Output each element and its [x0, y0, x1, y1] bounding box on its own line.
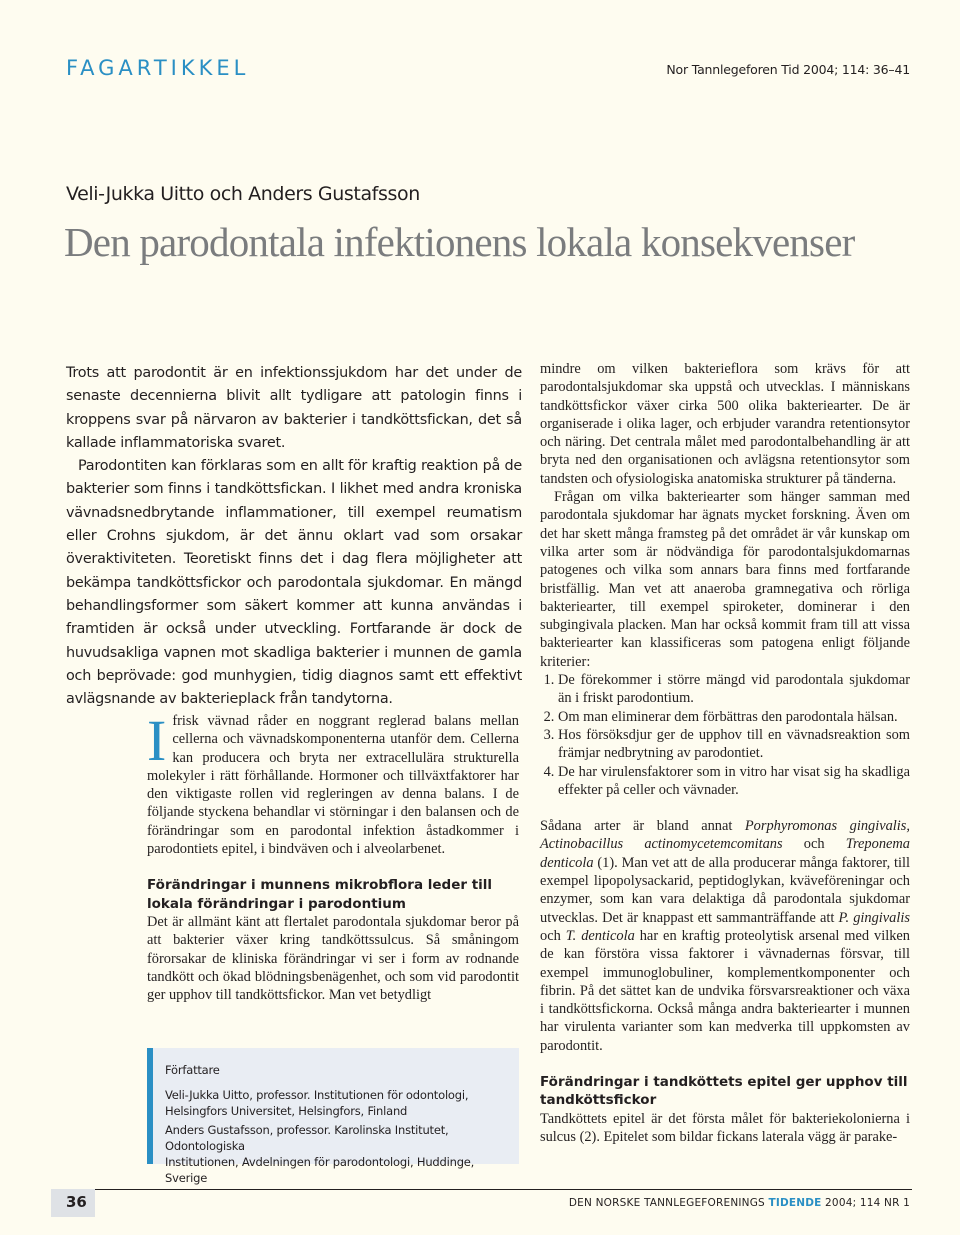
article-title: Den parodontala infektionens lokala konsekvenser	[64, 219, 855, 265]
species-name: T. denticola	[565, 927, 635, 944]
species-name: P. gingivalis	[838, 909, 910, 926]
author-box-heading: Författare	[165, 1063, 220, 1077]
criteria-item: 4. De har virulensfaktorer som in vitro har visat sig ha skadliga effekter på celler och vävnader.	[558, 763, 910, 800]
author-box-accent-bar	[147, 1048, 153, 1164]
footer-journal-prefix: DEN NORSKE TANNLEGEFORENINGS	[568, 1197, 769, 1209]
criteria-list	[540, 671, 910, 799]
species-name: Porphyromonas gingivalis, Actinobacillus actinomycetemcomitans	[540, 818, 910, 853]
author-affiliation-line: Anders Gustafsson, professor. Karolinska Institutet, Odontologiska	[165, 1123, 449, 1153]
author-affiliation-line: Helsingfors Universitet, Helsingfors, Finland	[165, 1104, 408, 1118]
body-paragraph: Det är allmänt känt att flertalet parodontala sjukdomar beror på att bakterier växer kring tandköttssulcus. Så småningom förorsakar de kliniska förändringar vi ser i form av rodnande tandkött och ökad blödningsbenägenhet, och som vid parodontit ger upphov till tandköttsfickor. Man vet betydligt	[147, 913, 519, 1004]
intro-paragraph: frisk vävnad råder en noggrant reglerad balans mellan cellerna och vävnadskomponenterna utanför dem. Cellerna kan producera och bryta ner extracellulära strukturella molekyler i rätt förhållande. Hormoner och tillväxtfaktorer har den viktigaste rollen vid regleringen av denna balans. I de följande styckena behandlar vi störningar i den balansen och de förändringar som en parodontal infektion åstadkommer i parodontiets epitel, i bindväven och i alveolarbenet.	[147, 713, 519, 858]
text-run: har en kraftig proteolytisk arsenal med vilken de kan förstöra vissa faktorer i vävnadernas försvar, till exempel immunoglobuliner, komplementkomponenter och fibrin. På det sättet kan de undvika försvarsreaktioner och växa i tandköttsfickorna. Också många andra bakteriearter i munnen har virulenta varianter som kan medverka till uppkomsten av parodontit.	[540, 927, 910, 1054]
species-name: Treponema denticola	[540, 836, 910, 871]
footer-journal-brand: TIDENDE	[768, 1197, 822, 1209]
footer-journal-suffix: 2004; 114 NR 1	[821, 1197, 910, 1209]
right-body-column	[540, 360, 910, 1146]
body-paragraph-species	[540, 817, 910, 1055]
body-paragraph: Tandköttets epitel är det första målet för bakteriekolonierna i sulcus (2). Epitelet som bildar fickans laterala vägg är parake-	[540, 1110, 910, 1145]
body-paragraph: Frågan om vilka bakteriearter som hänger samman med parodontala sjukdomar har ägnats mycket forskning. Även om det har skett många framsteg på det området är vår kunskap om vilka arter som är nödvändiga för parodontalsjukdomarnas patogenes och vilka som annars bara finns med fortfarande bristfällig. Man vet att anaerobа gramnegativa och rörliga bakteriearter, till exempel spiroketer, dominerar i den subgingivala placken. Man har också kommit fram till att vissa bakteriearter kan klassificeras som patogena enligt följande kriterier:	[540, 489, 910, 670]
left-body-column	[147, 708, 519, 1004]
lead-section	[66, 362, 522, 711]
author-info-box	[147, 1048, 519, 1185]
body-paragraph: mindre om vilken bakterieflora som krävs för att parodontalsjukdomar ska uppstå och utvecklas. I människans tandköttsfickor växer cirka 500 olika bakteriearter. De är organiserade i olika lager, och erbjuder varandra retentionsytor och näring. Det centrala målet med parodontalbehandling är att bryta ned den organisationen och avlägsna retentionsytor som tandsten och ofysiologiska anatomiska strukturer på tänderna.	[540, 361, 910, 487]
subheading-microflora: Förändringar i munnens mikrobflora leder till lokala förändringar i parodontium	[147, 877, 493, 912]
text-run: och	[782, 836, 846, 853]
criteria-item: 1. De förekommer i större mängd vid parodontala sjukdomar än i friskt parodontium.	[558, 671, 910, 708]
section-label: FAGARTIKKEL	[66, 56, 250, 80]
criteria-item: 2. Om man eliminerar dem förbättras den parodontala hälsan.	[558, 708, 910, 726]
text-run: (1). Man vet att de alla producerar många faktorer, till exempel lipopolysackarid, peptidoglykan, kväveföreningar och enzymer, som kan vara delaktiga då parodontala sjukdomar utvecklas. Det är knappast ett sammanträffande att	[540, 854, 910, 926]
lead-paragraph-1: Trots att parodontit är en infektionssjukdom har det under de senaste decennierna blivit allt tydligare att patologin finns i kroppens svar på närvaron av bakterier i tandköttsfickan, det så kallade inflammatoriska svaret.	[66, 365, 522, 451]
drop-cap: I	[147, 708, 167, 773]
footer-journal-name	[569, 1197, 910, 1209]
journal-reference: Nor Tannlegeforen Tid 2004; 114: 36–41	[666, 62, 910, 77]
footer-rule	[51, 1189, 912, 1190]
criteria-item: 3. Hos försöksdjur ger de upphov till en vävnadsreaktion som främjar nedbrytning av parodontiet.	[558, 726, 910, 763]
author-affiliation-line: Veli-Jukka Uitto, professor. Institutionen för odontologi,	[165, 1088, 469, 1102]
text-run: och	[540, 927, 566, 944]
author-affiliation-line: Institutionen, Avdelningen för parodontologi, Huddinge, Sverige	[165, 1155, 475, 1185]
page-number: 36	[66, 1193, 87, 1211]
article-authors: Veli-Jukka Uitto och Anders Gustafsson	[66, 183, 420, 205]
subheading-epithelium: Förändringar i tandköttets epitel ger upphov till tandköttsfickor	[540, 1073, 908, 1109]
text-run: Sådana arter är bland annat	[540, 818, 745, 835]
lead-paragraph-2: Parodontiten kan förklaras som en allt för kraftig reaktion på de bakterier som finns i tandköttsfickan. I likhet med andra kroniska vävnadsnedbrytande inflammationer, till exempel reumatism eller Crohns sjukdom, är det ännu oklart vad som orsakar överaktiviteten. Teoretiskt finns det i dag flera möjligheter att bekämpa tandköttsfickor och parodontala sjukdomar. En mängd behandlingsformer som säkert kommer att kunna användas i framtiden är också under utveckling. Fortfarande är dock de huvudsakliga vapnen mot skadliga bakterier i munnen de gamla och beprövade: god munhygien, tidig diagnos samt ett effektivt avlägsnande av bakterieplack från tandytorna.	[66, 458, 522, 708]
